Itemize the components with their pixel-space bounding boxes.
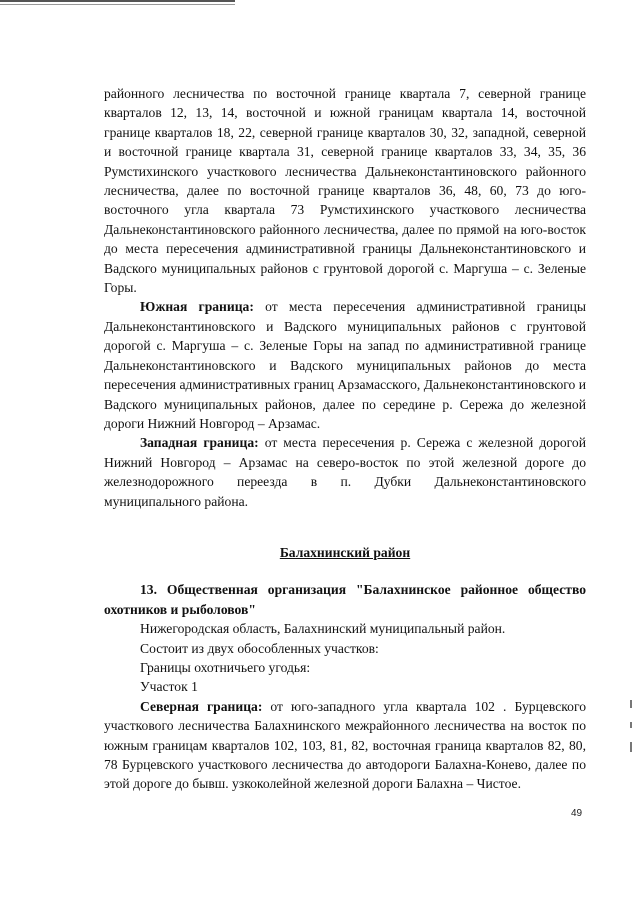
west-border-label: Западная граница: [140,435,259,451]
paragraph-south-border [104,297,586,433]
district-heading: Балахнинский район [279,544,411,560]
plot-1-line: Участок 1 [140,679,198,695]
north-border-label: Северная граница: [140,698,263,714]
borders-heading-line: Границы охотничьего угодья: [140,659,311,675]
region-line: Нижегородская область, Балахнинский муниципальный район. [140,621,506,637]
document-body [104,84,586,794]
plots-line: Состоит из двух обособленных участков: [140,640,379,656]
paragraph-east-border-cont [104,84,586,297]
page-number: 49 [571,808,583,819]
paragraph-text: районного лесничества по восточной границе квартала 7, северной границе кварталов 12, 13, 14, восточной и южной границам квартала 14, восточной границе кварталов 18, 22, северной границе кварталов 30, 32, западной, северной и восточной границе квартала 31, северной границе кварталов 33, 34, 35, 36 Румстихинского участкового лесничества Дальнеконстантиновского районного лесничества, далее по восточной границе кварталов 36, 48, 60, 73 до юго-восточного угла квартала 73 Румстихинского участкового лесничества Дальнеконстантиновского районного лесничества, далее по прямой на юго-восток до места пересечения административной границы Дальнеконстантиновского и Вадского муниципальных районов с грунтовой дорогой с. Маргуша – с. Зеленые Горы. [104,86,586,296]
paragraph-text: от места пересечения административной границы Дальнеконстантиновского и Вадского муниципальных районов с грунтовой дорогой с. Маргуша – с. Зеленые Горы на запад по административной границе Дальнеконстантиновского и Вадского муниципальных районов до места пересечения административных границ Арзамасского, Дальнеконстантиновского и Вадского муниципальных районов, далее по середине р. Сережа до железной дороги Нижний Новгород – Арзамас. [104,299,586,431]
paragraph-west-border [104,433,586,511]
scan-speck [630,722,632,728]
top-scan-rule [0,0,235,2]
paragraph-text: от места пересечения р. Сережа с железной дорогой Нижний Новгород – Арзамас на северо-восток по этой железной дороге до железнодорожного переезда в п. Дубки Дальнеконстантиновского муниципального района. [104,435,586,509]
section-title: 13. Общественная организация "Балахнинское районное общество охотников и рыболовов" [104,582,586,617]
paragraph-text: от юго-западного угла квартала 102 . Бурцевского участкового лесничества Балахнинского межрайонного лесничества на восток по южным границам кварталов 102, 103, 81, 82, восточная граница кварталов 82, 80, 78 Бурцевского участкового лесничества до автодороги Балахна-Конево, далее по этой дороге до бывш. узкоколейной железной дороги Балахна – Чистое. [104,698,586,792]
scan-speck [630,742,632,752]
paragraph-north-border [104,697,586,794]
top-scan-rule-secondary [0,4,235,5]
south-border-label: Южная граница: [140,299,254,315]
scan-speck [630,700,632,708]
